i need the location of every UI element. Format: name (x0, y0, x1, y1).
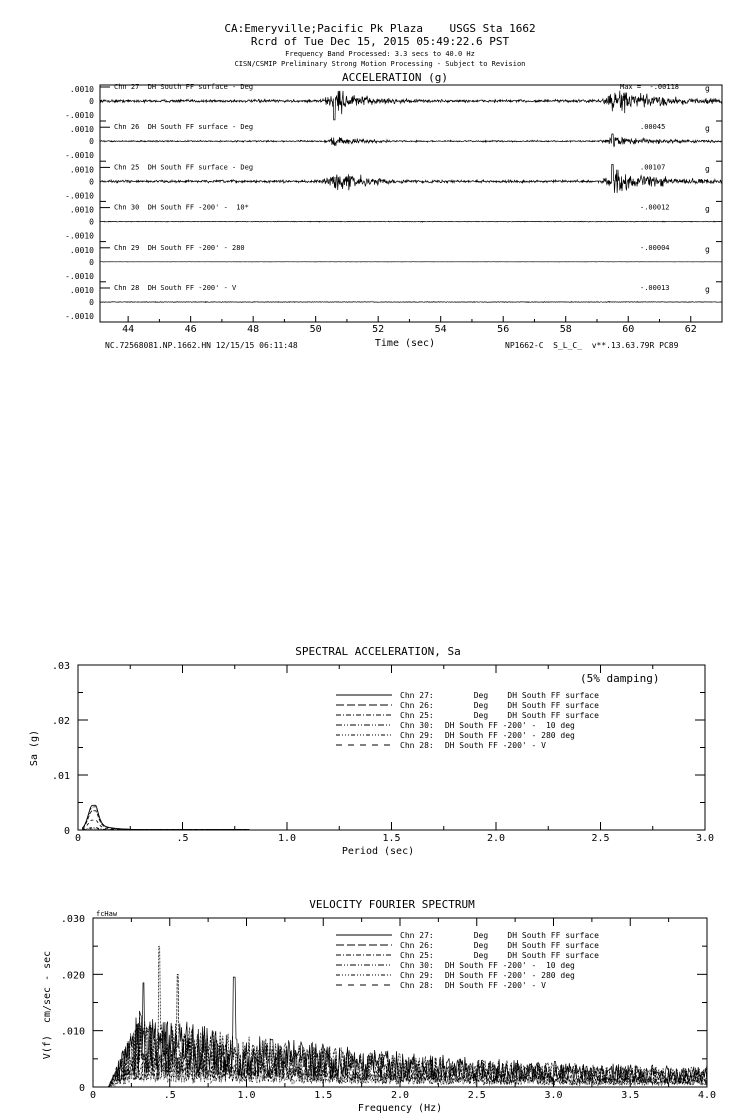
legend-channel: Chn 28: (400, 741, 434, 750)
channel-max: .00045 (640, 123, 666, 132)
sa-title: SPECTRAL ACCELERATION, Sa (295, 645, 461, 658)
ytick-label: .03 (51, 661, 70, 672)
legend-desc: DH South FF -200' - 280 deg (440, 971, 575, 980)
legend-channel: Chn 30: (400, 961, 434, 970)
channel-label: Chn 27 DH South FF surface - Deg (114, 83, 254, 91)
legend-channel: Chn 29: (400, 971, 434, 980)
xtick-label: 1.5 (314, 1090, 333, 1101)
xtick-label: 4.0 (697, 1090, 717, 1101)
xtick-label: 2.5 (467, 1090, 486, 1101)
xtick-label: 1.0 (277, 833, 297, 844)
ytick-label: .030 (60, 914, 85, 925)
sa-curve (82, 807, 249, 830)
legend-desc: Deg DH South FF surface (440, 691, 599, 700)
ytick-label: .0010 (69, 286, 94, 295)
legend-desc: DH South FF -200' - 10 deg (440, 961, 575, 970)
accel-title: ACCELERATION (g) (342, 71, 448, 84)
xtick-label: 2.5 (591, 833, 610, 844)
ytick-label: -.0010 (65, 231, 94, 241)
accel-footer-right: NP1662-C S_L_C_ v**.13.63.79R PC89 (505, 341, 679, 350)
xtick-label: 48 (247, 324, 260, 335)
accel-xlabel: Time (sec) (374, 338, 436, 349)
legend-channel: Chn 30: (400, 721, 434, 730)
accel-footer-left: NC.72568081.NP.1662.HN 12/15/15 06:11:48 (105, 341, 298, 350)
legend-desc: DH South FF -200' - V (440, 741, 546, 750)
channel-max: .00107 (640, 163, 666, 172)
vfs-title: VELOCITY FOURIER SPECTRUM (309, 898, 475, 911)
ytick-label: 0 (89, 137, 94, 147)
sa-frame (78, 665, 705, 830)
trace-28 (100, 302, 722, 303)
channel-unit: g (705, 285, 710, 294)
ytick-label: 0 (89, 298, 94, 307)
ytick-label: -.0010 (65, 111, 94, 120)
ytick-label: .0010 (69, 205, 94, 215)
channel-unit: g (705, 124, 710, 134)
vfs-xlabel: Frequency (Hz) (357, 1103, 443, 1114)
legend-channel: Chn 26: (400, 941, 434, 950)
ytick-label: -.0010 (65, 271, 94, 281)
ytick-label: 0 (89, 97, 94, 106)
vfs-legend (336, 931, 599, 990)
channel-unit: g (705, 164, 710, 174)
sa-curve (82, 820, 249, 830)
xtick-label: 54 (434, 324, 447, 335)
channel-max: -.00004 (640, 243, 670, 252)
ytick-label: .020 (60, 970, 85, 982)
sa-curve (82, 805, 249, 829)
header-note: CISN/CSMIP Preliminary Strong Motion Processing - Subject to Revision (234, 60, 526, 68)
xtick-label: 1.5 (382, 833, 401, 844)
ytick-label: .02 (51, 716, 70, 727)
header-record: Rcrd of Tue Dec 15, 2015 05:49:22.6 PST (250, 35, 510, 48)
ytick-label: 0 (78, 1083, 85, 1094)
channel-unit: g (705, 204, 710, 214)
ytick-label: .010 (60, 1026, 85, 1038)
velocity-fourier-spectrum-chart (61, 914, 716, 1101)
channel-unit: g (705, 244, 710, 254)
header-station: CA:Emeryville;Pacific Pk Plaza USGS Sta 1662 (224, 22, 536, 35)
xtick-label: .5 (163, 1090, 176, 1101)
ytick-label: 0 (89, 217, 94, 227)
legend-channel: Chn 25: (400, 711, 434, 720)
ytick-label: -.0010 (65, 151, 94, 161)
legend-desc: Deg DH South FF surface (440, 711, 599, 720)
legend-desc: Deg DH South FF surface (440, 701, 599, 710)
ytick-label: .0010 (69, 165, 94, 175)
xtick-label: 2.0 (486, 833, 506, 844)
xtick-label: 2.0 (390, 1090, 410, 1101)
legend-desc: Deg DH South FF surface (440, 941, 599, 950)
ytick-label: 0 (89, 257, 94, 267)
channel-label: Chn 28 DH South FF -200' - V (114, 284, 237, 292)
ytick-label: .0010 (69, 85, 94, 94)
xtick-label: 3.0 (544, 1090, 563, 1101)
sa-xlabel: Period (sec) (341, 846, 415, 857)
legend-channel: Chn 29: (400, 731, 434, 740)
sa-damping-note: (5% damping) (580, 672, 660, 685)
xtick-label: 62 (684, 324, 697, 335)
ytick-label: .01 (51, 771, 70, 782)
channel-unit: g (705, 84, 710, 93)
xtick-label: 3.0 (695, 833, 715, 844)
xtick-label: 58 (559, 324, 572, 335)
trace-26 (100, 134, 722, 147)
xtick-label: 0 (89, 1090, 97, 1101)
xtick-label: 46 (184, 324, 197, 335)
legend-channel: Chn 25: (400, 951, 434, 960)
vfs-ylabel: V(f) cm/sec - sec (42, 950, 53, 1060)
legend-desc: Deg DH South FF surface (440, 931, 599, 940)
legend-channel: Chn 26: (400, 701, 434, 710)
channel-label: Chn 26 DH South FF surface - Deg (114, 123, 254, 132)
xtick-label: 60 (622, 324, 635, 335)
xtick-label: 52 (372, 324, 385, 335)
channel-label: Chn 25 DH South FF surface - Deg (114, 163, 254, 172)
legend-channel: Chn 27: (400, 931, 434, 940)
ytick-label: -.0010 (65, 191, 94, 201)
legend-desc: Deg DH South FF surface (440, 951, 599, 960)
xtick-label: 50 (309, 324, 322, 335)
channel-max: -.00012 (640, 203, 670, 212)
channel-max: -.00013 (640, 284, 670, 292)
channel-label: Chn 30 DH South FF -200' - 10* (114, 203, 249, 212)
ytick-label: 0 (63, 826, 70, 837)
channel-max: Max = -.00118 (620, 83, 680, 91)
legend-desc: DH South FF -200' - 10 deg (440, 721, 575, 730)
trace-27 (100, 91, 722, 120)
xtick-label: .5 (176, 833, 189, 844)
legend-desc: DH South FF -200' - V (440, 981, 546, 990)
xtick-label: 3.5 (621, 1090, 640, 1101)
ytick-label: 0 (89, 177, 94, 187)
channel-label: Chn 29 DH South FF -200' - 280 (114, 243, 245, 252)
ytick-label: -.0010 (65, 312, 94, 321)
acceleration-chart (65, 83, 722, 335)
xtick-label: 0 (74, 833, 82, 844)
vfs-corner-label: fcHaw (96, 910, 118, 918)
legend-channel: Chn 27: (400, 691, 434, 700)
trace-30 (100, 221, 722, 222)
xtick-label: 1.0 (237, 1090, 256, 1101)
xtick-label: 44 (122, 324, 135, 335)
ytick-label: .0010 (69, 125, 94, 135)
spectral-acceleration-chart (52, 661, 714, 844)
legend-channel: Chn 28: (400, 981, 434, 990)
sa-ylabel: Sa (g) (29, 729, 40, 767)
xtick-label: 56 (497, 324, 510, 335)
header (224, 22, 535, 68)
legend-desc: DH South FF -200' - 280 deg (440, 731, 575, 740)
header-band: Frequency Band Processed: 3.3 secs to 40.0 Hz (285, 50, 475, 58)
ytick-label: .0010 (69, 245, 94, 255)
